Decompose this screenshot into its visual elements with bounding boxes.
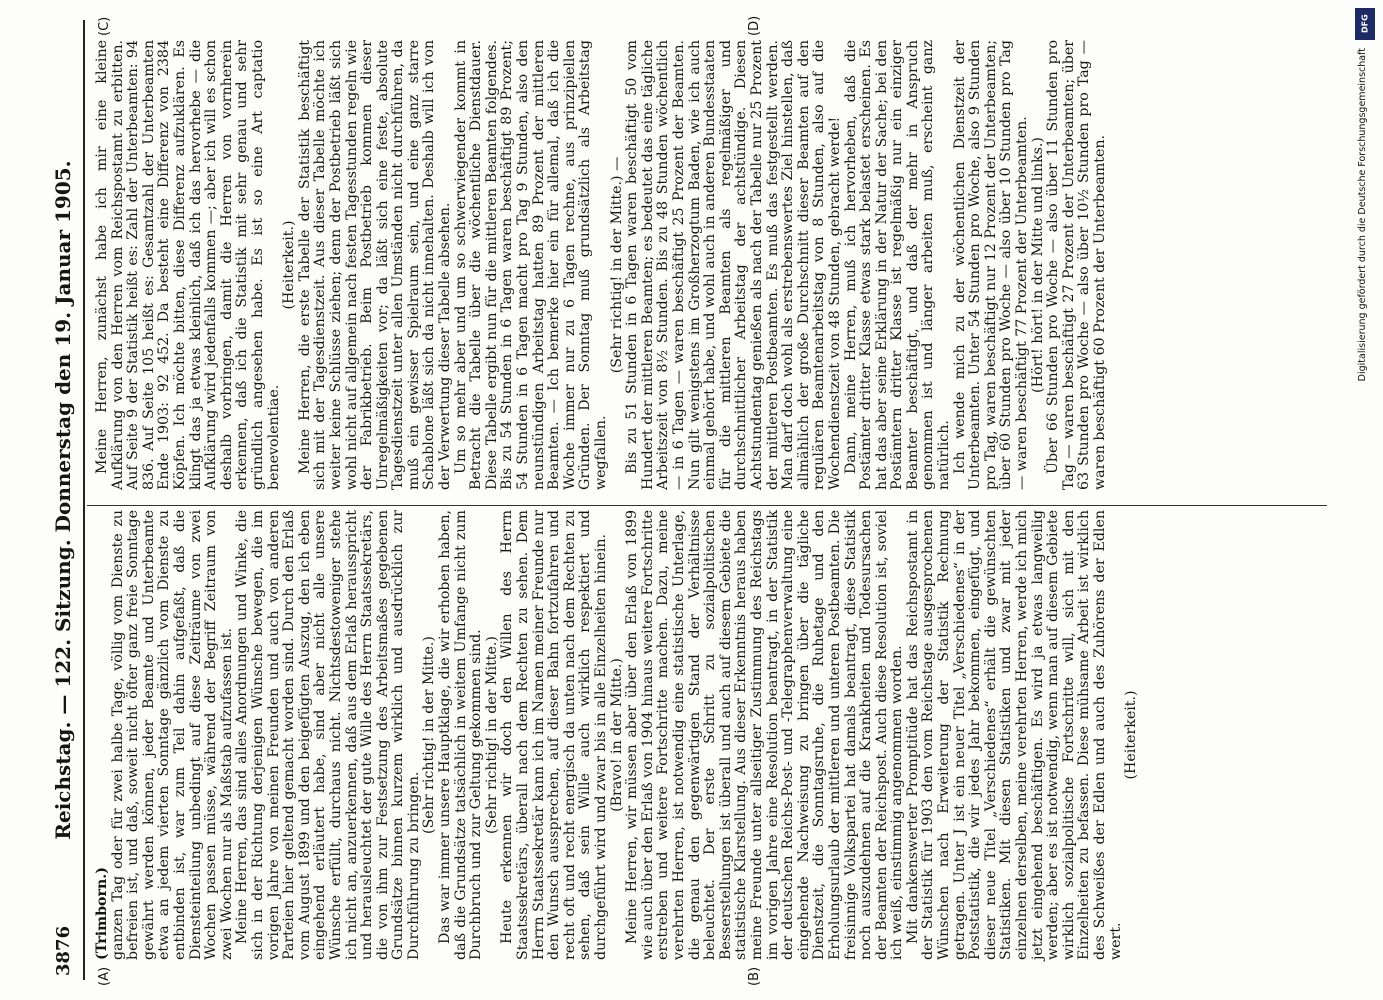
dfg-logo-icon: DFG: [1355, 8, 1375, 40]
paragraph: ganzen Tag oder für zwei halbe Tage, völlig vom Dienste zu befreien ist, und daß, soweit nicht öfter ganz freie Sonntage gewährt werden können, jeder Beamte und Unterbeamte etwa an jedem vierten Sonntage gänzlich vom Dienste zu entbinden ist, war zum Teil dahin aufgefaßt, daß die Diensteinteilung unbedingt auf diese Zeiträume von zwei Wochen passen müsse, während der Begriff Zeitraum von zwei Wochen nur als Maßstab aufzufassen ist.: [109, 510, 235, 960]
interjection: (Sehr richtig! in der Mitte.): [483, 636, 500, 834]
interjection: (Sehr richtig! in der Mitte.) —: [608, 156, 625, 374]
paragraph: Um so mehr aber und um so schwerwiegender kommt in Betracht die Tabelle über die wöchentliche Dienstdauer. Diese Tabelle ergibt nun für die mittleren Beamten folgendes. Bis zu 54 Stunden in 6 Tagen waren beschäftigt 89 Prozent; 54 Stunden in 6 Tagen macht pro Tag 9 Stunden, also den neunstündigen Arbeitstag hatten 89 Prozent der mittleren Beamten. — Ich bemerke hier ein für allemal, daß ich die Woche immer nur zu 6 Tagen rechne, aus prinzipiellen Gründen. Der Sonntag muß grundsätzlich als Arbeitstag wegfallen.: [452, 40, 609, 490]
paragraph: Mit dankenswerter Promptitüde hat das Reichspostamt in der Statistik für 1903 den vom Reichstage ausgesprochenen Wünschen nach Erweiterung der Statistik Rechnung getragen. Unter J ist ein neuer Titel „Verschiedenes“ in der Poststatistik, die wir jedes Jahr bekommen, eingefügt, und dieser neue Titel „Verschiedenes“ erhält die gewünschten Statistiken. Mit diesen Statistiken und zwar mit jeder einzelnen derselben, meine verehrten Herren, werde ich mich jetzt eingehend beschäftigen. Es wird ja etwas langweilig werden; aber es ist notwendig, wenn man auf diesem Gebiete wirklich sozialpolitische Fortschritte will, sich mit den Einzelheiten zu befassen. Diese mühsame Arbeit ist wirklich des Schweißes der Edlen und auch des Zuhörens der Edlen wert.: [904, 510, 1124, 960]
header-rule: [83, 20, 85, 980]
margin-marker-c: (C): [96, 16, 112, 36]
paragraph: Das war immer unsere Hauptklage, die wir erhoben haben, daß die Grundsätze tatsächlich in weitem Umfange nicht zum Durchbruch und zur Geltung gekommen sind.: [436, 510, 484, 960]
page-header: [47, 20, 81, 980]
margin-marker-d: (D): [746, 15, 762, 36]
column-divider: [87, 505, 1327, 506]
rotated-scan-page: [47, 15, 1337, 986]
paragraph: Bis zu 51 Stunden in 6 Tagen waren beschäftigt 50 vom Hundert der mittleren Beamten; es bedeutet das eine tägliche Arbeitszeit von 8½ Stunden. Bis zu 48 Stunden wöchentlich — in 6 Tagen — waren beschäftigt 25 Prozent der Beamten. Nun gilt wenigstens im Großherzogtum Baden, wie ich auch einmal gehört habe, und wohl auch in anderen Bundesstaaten für die mittleren Beamten als regelmäßiger und durchschnittlicher Arbeitstag der achtstündige. Diesen Achtstundentag genießen als nach der Tabelle nur 25 Prozent der mittleren Postbeamten. Es muß das festgestellt werden. Man darf doch wohl als erstrebenswertes Ziel hinstellen, daß allmählich der große Durchschnitt dieser Beamten auf den regulären Beamtenarbeitstag von 8 Stunden, also auf die Wochendienstzeit von 48 Stunden, gebracht werde!: [623, 40, 843, 490]
interjection: (Hört! hört! in der Mitte und links.): [1029, 137, 1046, 393]
paragraph: Meine Herren, die erste Tabelle der Statistik beschäftigt sich mit der Tagesdienstzeit. Aus dieser Tabelle möchte ich weiter keine Schlüsse ziehen; denn der Postbetrieb läßt sich wohl nicht auf allgemein nach festen Tagesstunden regeln wie der Fabrikbetrieb. Beim Postbetrieb kommen dieser Unregelmäßigkeiten vor; da läßt sich eine feste, absolute Tagesdienstzeit unter allen Umständen nicht durchführen, da muß ein gewisser Spielraum sein, und eine ganz starre Schablone läßt sich da nicht innehalten. Deshalb will ich von der Verwertung dieser Tabelle absehen.: [296, 40, 453, 490]
margin-marker-a: (A): [96, 966, 112, 986]
paragraph: Meine Herren, zunächst habe ich mir eine kleine Aufklärung von den Herren vom Reichspostamt zu erbitten. Auf Seite 9 der Statistik heißt es: Zahl der Unterbeamten: 94 836. Auf Seite 105 heißt es: Gesamtzahl der Unterbeamten Ende 1903: 92 452. Da besteht eine Differenz von 2384 Köpfen. Ich möchte bitten, diese Differenz aufzuklären. Es klingt das ja etwas kleinlich, daß ich das hervorhebe — die Aufklärung wird jedenfalls kommen —; aber ich will es schon deshalb vorbringen, damit die Herren von vornherein erkennen, daß ich die Statistik mit sehr genau und sehr gründlich angesehen habe. Es ist so eine Art captatio benevolentiae.: [93, 40, 282, 490]
dfg-watermark: [1353, 8, 1379, 992]
digitization-credit: Digitalisierung gefördert durch die Deutsche Forschungsgemeinschaft: [1357, 48, 1368, 382]
paragraph: Meine Herren, das sind alles Anordnungen und Winke, die sich in der Richtung derjenigen Wünsche bewegen, die im vorigen Jahre von meinen Freunden und auch von anderen Parteien hier geltend gemacht worden sind. Durch den Erlaß vom August 1899 und den beigefügten Auszug, den ich eben eingehend erläutert habe, sind aber nicht alle unsere Wünsche erfüllt, durchaus nicht. Nichtsdestoweniger stehe ich nicht an, anzuerkennen, daß aus dem Erlaß herausspricht und herausleuchtet der gute Wille des Herrn Staatssekretärs, die von ihm zur Festsetzung des Arbeitsmaßes gegebenen Grundsätze binnen kurzem wirklich und ausdrücklich zur Durchführung zu bringen.: [233, 510, 422, 960]
paragraph: Über 66 Stunden pro Woche — also über 11 Stunden pro Tag — waren beschäftigt 27 Prozent der Unterbeamten; über 63 Stunden pro Woche — also über 10½ Stunden pro Tag — waren beschäftigt 60 Prozent der Unterbeamten.: [1044, 40, 1108, 490]
paragraph: Heute erkennen wir doch den Willen des Herrn Staatssekretärs, überall nach dem Rechten zu sehen. Dem Herrn Staatssekretär kann ich im Namen meiner Freunde nur den Wunsch aussprechen, auf dieser Bahn fortzufahren und recht oft und recht energisch da unten nach dem Rechten zu sehen, daß sein Wille auch wirklich respektiert und durchgeführt wird und zwar bis in alle Einzelheiten hinein.: [498, 510, 609, 960]
interjection: (Bravo! in der Mitte.): [608, 658, 625, 812]
page-number: 3876: [52, 925, 74, 976]
left-text-column: [95, 510, 1327, 960]
paragraph: Meine Herren, wir müssen aber über den Erlaß von 1899 wie auch über den Erlaß von 1904 hinaus weitere Fortschritte erstreben und weitere Fortschritte machen. Dazu, meine verehrten Herren, ist notwendig eine statistische Unterlage, die genau den gegenwärtigen Stand der Verhältnisse beleuchtet. Der erste Schritt zu sozialpolitischen Besserstellungen ist überall und auch auf diesem Gebiete die statistische Klarstellung. Aus dieser Erkenntnis heraus haben meine Freunde unter allseitiger Zustimmung des Reichstags im vorigen Jahre eine Resolution beantragt, in der Statistik der deutschen Reichs-Post- und -Telegraphenverwaltung eine eingehende Nachweisung zu bringen über die tägliche Dienstzeit, die Sonntagsruhe, die Ruhetage und den Erholungsurlaub der mittleren und unteren Postbeamten. Die freisinnige Volkspartei hat damals beantragt, diese Statistik noch auszudehnen auf die Krankheiten und Todesursachen der Beamten der Reichspost. Auch diese Resolution ist, soviel ich weiß, einstimmig angenommen worden.: [623, 510, 905, 960]
paragraph: Dann, meine Herren, muß ich hervorheben, daß die Postämter dritter Klasse etwas stark belastet erscheinen. Es hat das aber seine Erklärung in der Natur der Sache; bei den Postämtern dritter Klasse ist regelmäßig nur ein einziger Beamter beschäftigt, und daß der mehr in Anspruch genommen ist und länger arbeiten muß, erscheint ganz natürlich.: [842, 40, 952, 490]
interjection: (Heiterkeit.): [1122, 690, 1139, 780]
interjection: (Sehr richtig! in der Mitte.): [420, 636, 437, 834]
margin-marker-b: (B): [746, 966, 762, 986]
interjection: (Heiterkeit.): [280, 220, 297, 310]
paragraph: Ich wende mich zu der wöchentlichen Dienstzeit der Unterbeamten. Unter 54 Stunden pro Woche, also 9 Stunden pro Tag, waren beschäftigt nur 12 Prozent der Unterbeamten; über 60 Stunden pro Woche — also über 10 Stunden pro Tag — waren beschäftigt 77 Prozent der Unterbeamten.: [951, 40, 1030, 490]
running-title: Reichstag. — 122. Sitzung. Donnerstag den 19. Januar 1905.: [50, 160, 75, 840]
right-text-column: [95, 40, 1327, 490]
speaker-name: (Trimborn.): [93, 867, 110, 960]
